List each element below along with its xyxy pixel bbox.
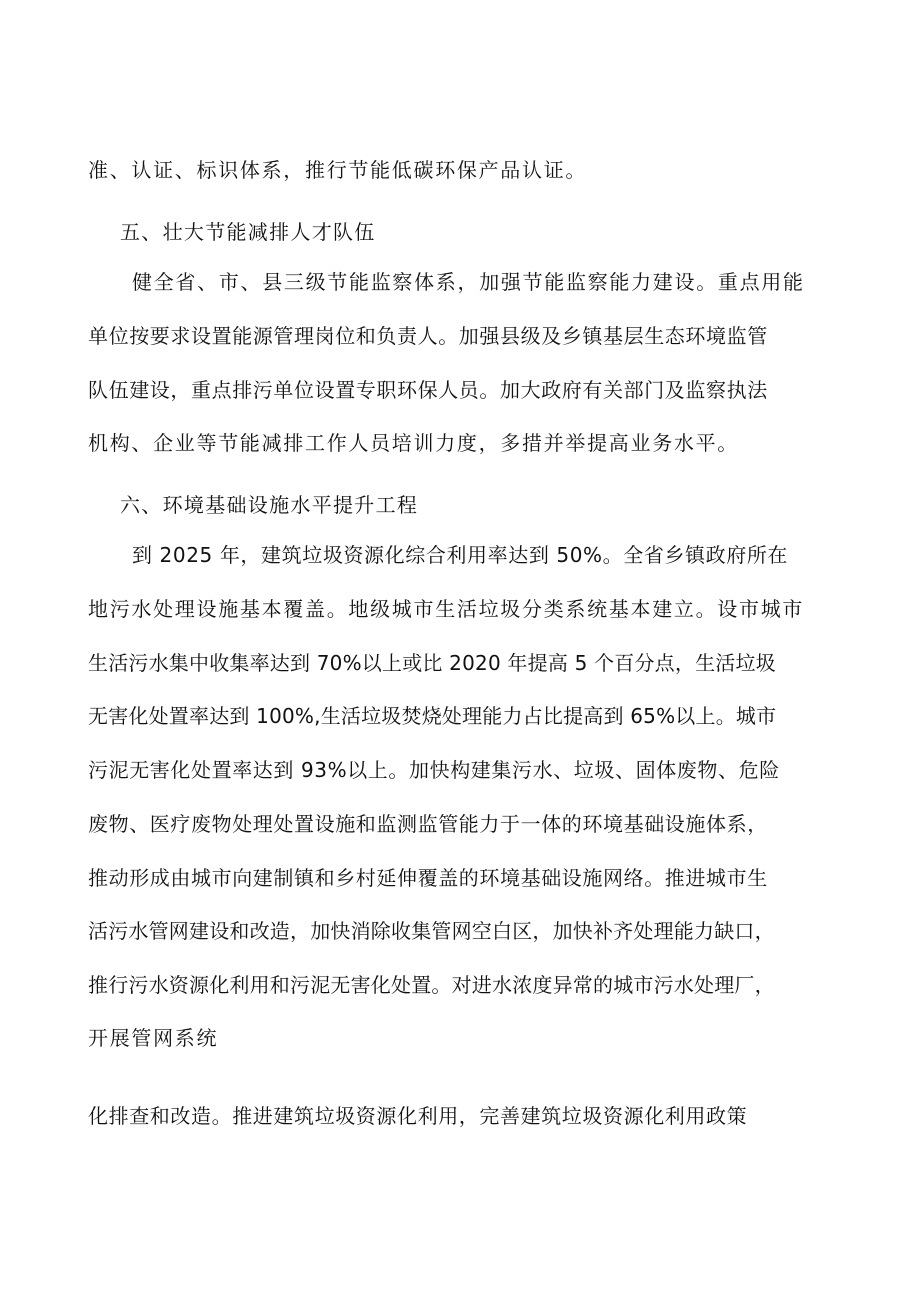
paragraph-line: 推行污水资源化利用和污泥无害化处置。对进水浓度异常的城市污水处理厂，: [88, 973, 775, 997]
paragraph-line: 机构、企业等节能减排工作人员培训力度，多措并举提高业务水平。: [88, 431, 739, 455]
paragraph-line: 污泥无害化处置率达到 93%以上。加快构建集污水、垃圾、固体废物、危险: [88, 758, 780, 782]
paragraph-line: 无害化处置率达到 100%,生活垃圾焚烧处理能力占比提高到 65%以上。城市: [88, 704, 777, 728]
paragraph-line: 活污水管网建设和改造，加快消除收集管网空白区，加快补齐处理能力缺口，: [88, 919, 775, 943]
paragraph-line: 开展管网系统: [88, 1026, 219, 1050]
paragraph-line: 废物、医疗废物处理处置设施和监测监管能力于一体的环境基础设施体系，: [88, 812, 768, 836]
paragraph-line: 到 2025 年，建筑垃圾资源化综合利用率达到 50%。全省乡镇政府所在: [132, 543, 789, 567]
paragraph-line: 化排查和改造。推进建筑垃圾资源化利用，完善建筑垃圾资源化利用政策: [88, 1104, 748, 1128]
paragraph-line: 生活污水集中收集率达到 70%以上或比 2020 年提高 5 个百分点，生活垃圾: [88, 651, 776, 675]
paragraph-line: 推动形成由城市向建制镇和乡村延伸覆盖的环境基础设施网络。推进城市生: [88, 866, 768, 890]
paragraph-line: 健全省、市、县三级节能监察体系，加强节能监察能力建设。重点用能: [132, 270, 805, 294]
paragraph-line: 地污水处理设施基本覆盖。地级城市生活垃圾分类系统基本建立。设市城市: [88, 597, 805, 621]
paragraph-continuation: 准、认证、标识体系，推行节能低碳环保产品认证。: [88, 158, 588, 182]
paragraph-line: 队伍建设，重点排污单位设置专职环保人员。加大政府有关部门及监察执法: [88, 378, 768, 402]
section-heading-infrastructure: 六、环境基础设施水平提升工程: [120, 493, 419, 517]
section-heading-talent: 五、壮大节能减排人才队伍: [120, 220, 376, 244]
paragraph-line: 单位按要求设置能源管理岗位和负责人。加强县级及乡镇基层生态环境监管: [88, 324, 768, 348]
